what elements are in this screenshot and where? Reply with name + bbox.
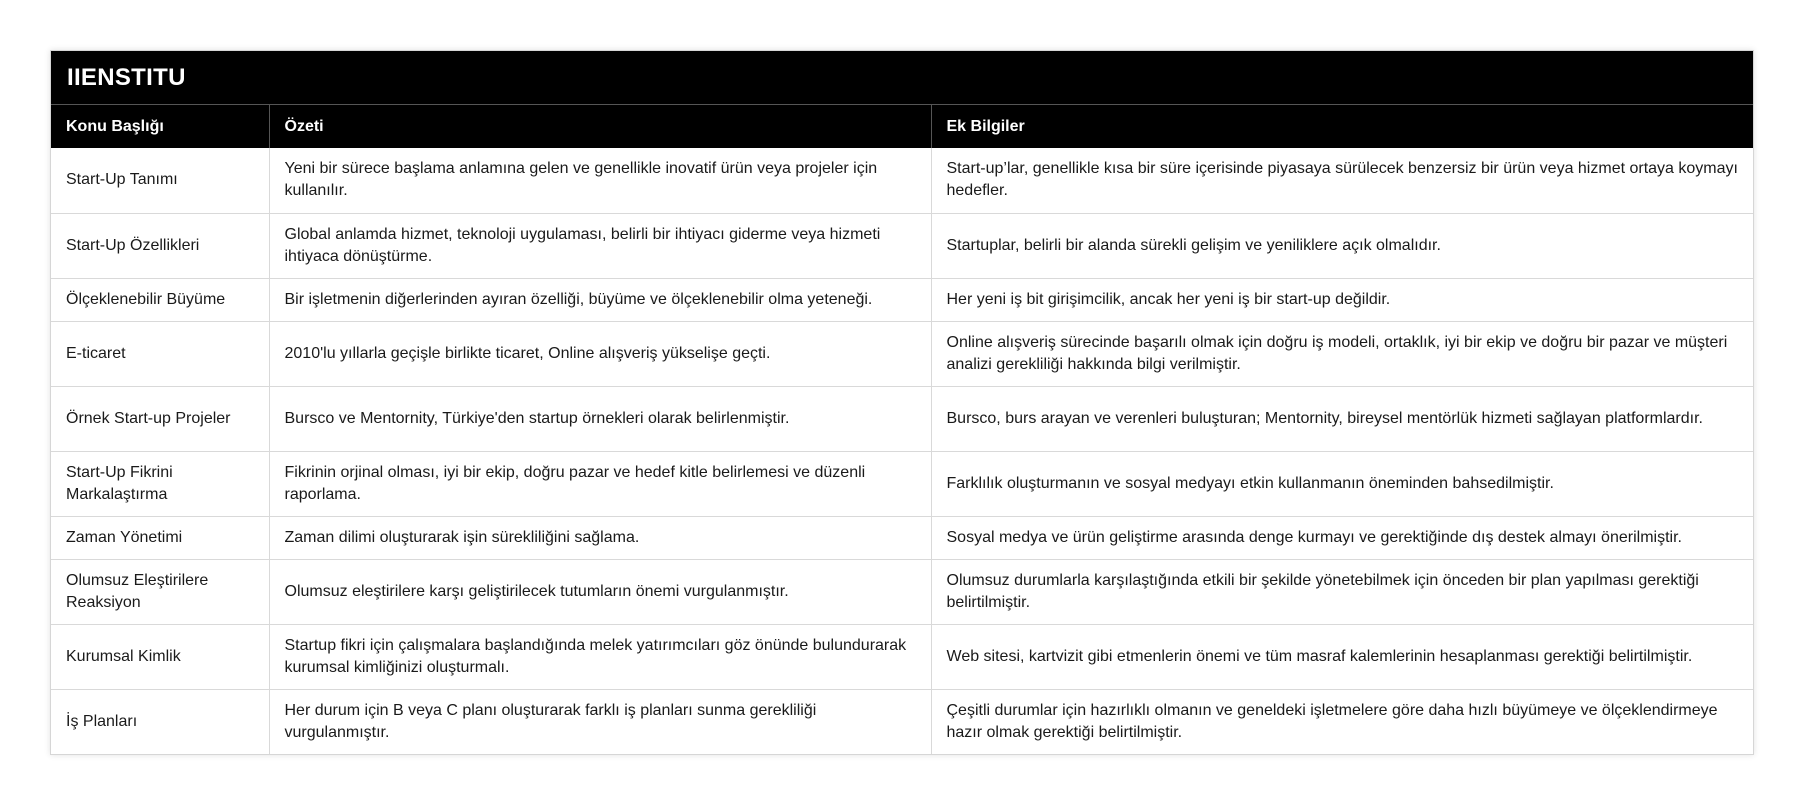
table-row (51, 213, 1753, 278)
cell-extra-info: Online alışveriş sürecinde başarılı olmak için doğru iş modeli, ortaklık, iyi bir ekip ve doğru bir pazar ve müşteri analizi gerekliliği hakkında bilgi verilmiştir. (931, 321, 1753, 386)
header-ozeti: Özeti (269, 105, 931, 148)
table-row (51, 559, 1753, 624)
cell-summary: Zaman dilimi oluşturarak işin sürekliliğini sağlama. (269, 516, 931, 559)
table-title: IIENSTITU (51, 51, 1753, 105)
cell-topic: Ölçeklenebilir Büyüme (51, 278, 269, 321)
cell-topic: Kurumsal Kimlik (51, 624, 269, 689)
cell-extra-info: Start-up’lar, genellikle kısa bir süre içerisinde piyasaya sürülecek benzersiz bir ürün veya hizmet ortaya koymayı hedefler. (931, 148, 1753, 213)
table-header (51, 105, 1753, 148)
cell-summary: Olumsuz eleştirilere karşı geliştirilecek tutumların önemi vurgulanmıştır. (269, 559, 931, 624)
cell-topic: Start-Up Fikrini Markalaştırma (51, 451, 269, 516)
cell-extra-info: Farklılık oluşturmanın ve sosyal medyayı etkin kullanmanın öneminden bahsedilmiştir. (931, 451, 1753, 516)
cell-summary: Startup fikri için çalışmalara başlandığında melek yatırımcıları göz önünde bulundurarak kurumsal kimliğinizi oluşturmalı. (269, 624, 931, 689)
cell-topic: Olumsuz Eleştirilere Reaksiyon (51, 559, 269, 624)
content-table (51, 105, 1753, 754)
table-row (51, 451, 1753, 516)
table-card (50, 50, 1754, 755)
cell-topic: İş Planları (51, 689, 269, 754)
table-row (51, 624, 1753, 689)
table-row (51, 386, 1753, 451)
cell-extra-info: Startuplar, belirli bir alanda sürekli gelişim ve yeniliklere açık olmalıdır. (931, 213, 1753, 278)
cell-extra-info: Her yeni iş bit girişimcilik, ancak her yeni iş bir start-up değildir. (931, 278, 1753, 321)
cell-summary: Global anlamda hizmet, teknoloji uygulaması, belirli bir ihtiyacı giderme veya hizmeti ihtiyaca dönüştürme. (269, 213, 931, 278)
cell-summary: Bursco ve Mentornity, Türkiye'den startup örnekleri olarak belirlenmiştir. (269, 386, 931, 451)
cell-topic: Zaman Yönetimi (51, 516, 269, 559)
cell-extra-info: Çeşitli durumlar için hazırlıklı olmanın ve geneldeki işletmelere göre daha hızlı büyümeye ve ölçeklendirmeye hazır olmak gerektiği belirtilmiştir. (946, 701, 1718, 741)
cell-extra-info: Sosyal medya ve ürün geliştirme arasında denge kurmayı ve gerektiğinde dış destek almayı önerilmiştir. (931, 516, 1753, 559)
header-row (51, 105, 1753, 148)
cell-summary: Bir işletmenin diğerlerinden ayıran özelliği, büyüme ve ölçeklenebilir olma yeteneği. (269, 278, 931, 321)
cell-topic: Start-Up Tanımı (51, 148, 269, 213)
cell-extra-info: Olumsuz durumlarla karşılaştığında etkili bir şekilde yönetebilmek için önceden bir plan yapılması gerektiği belirtilmiştir. (931, 559, 1753, 624)
table-row (51, 148, 1753, 213)
table-body (51, 148, 1753, 754)
table-row (51, 516, 1753, 559)
table-row (51, 278, 1753, 321)
cell-summary: 2010'lu yıllarla geçişle birlikte ticaret, Online alışveriş yükselişe geçti. (269, 321, 931, 386)
cell-extra-info: Web sitesi, kartvizit gibi etmenlerin önemi ve tüm masraf kalemlerinin hesaplanması gerektiği belirtilmiştir. (931, 624, 1753, 689)
cell-extra-info: Bursco, burs arayan ve verenleri buluşturan; Mentornity, bireysel mentörlük hizmeti sağlayan platformlardır. (931, 386, 1753, 451)
cell-summary: Her durum için B veya C planı oluşturarak farklı iş planları sunma gerekliliği vurgulanmıştır. (269, 689, 931, 754)
cell-topic: Start-Up Özellikleri (51, 213, 269, 278)
header-konu-basligi: Konu Başlığı (51, 105, 269, 148)
cell-topic: E-ticaret (51, 321, 269, 386)
header-ek-bilgiler: Ek Bilgiler (931, 105, 1753, 148)
cell-topic: Örnek Start-up Projeler (51, 386, 269, 451)
table-row (51, 321, 1753, 386)
cell-summary: Yeni bir sürece başlama anlamına gelen ve genellikle inovatif ürün veya projeler için kullanılır. (269, 148, 931, 213)
cell-summary: Fikrinin orjinal olması, iyi bir ekip, doğru pazar ve hedef kitle belirlemesi ve düzenli raporlama. (269, 451, 931, 516)
table-row (51, 689, 1753, 754)
